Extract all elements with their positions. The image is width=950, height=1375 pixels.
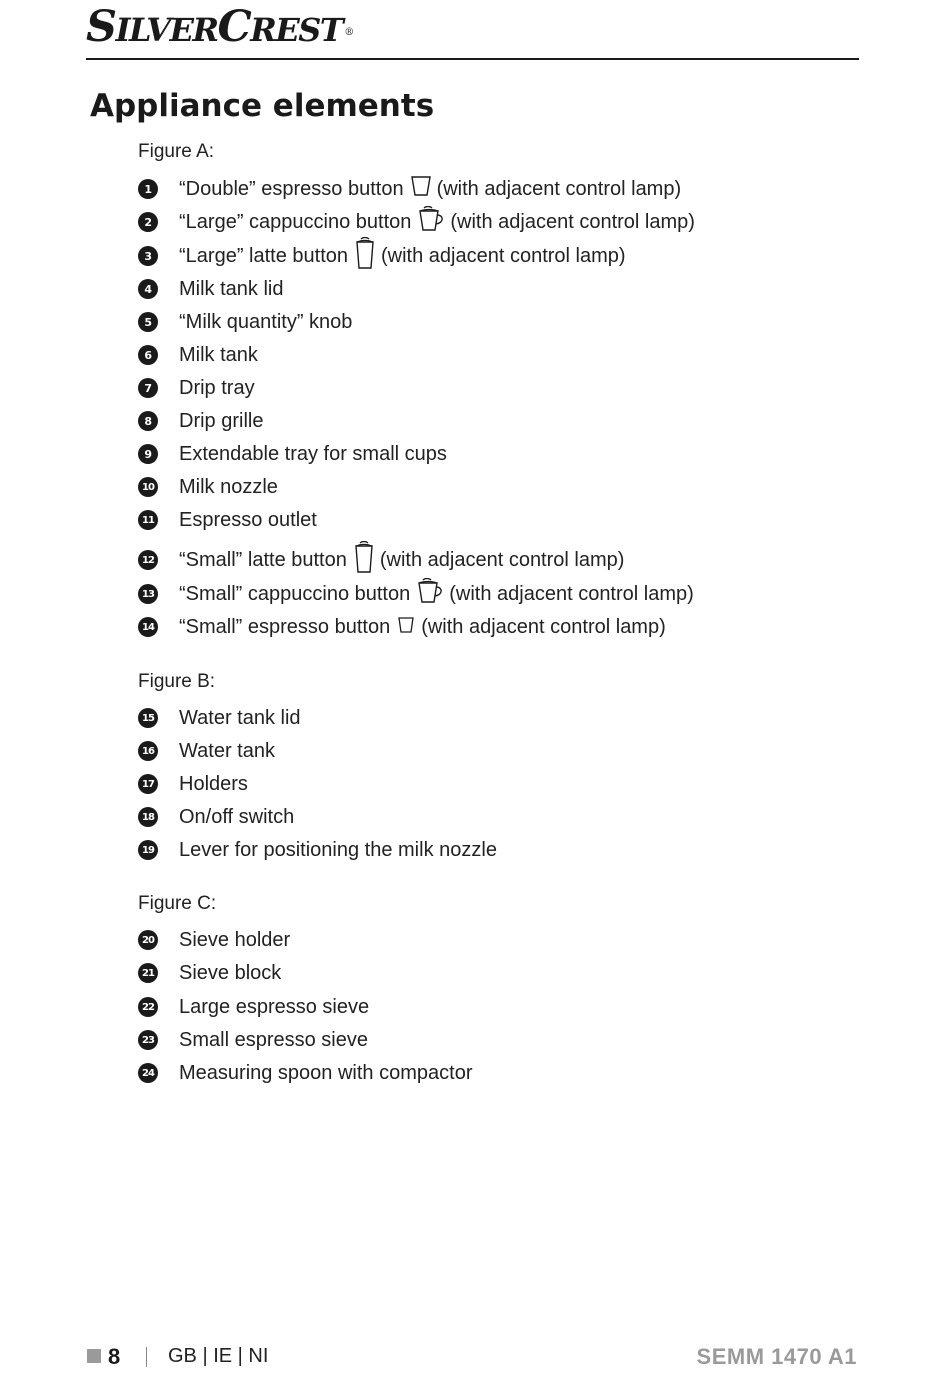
item-text: “Small” latte button <box>179 548 347 571</box>
item-number-badge: 18 <box>138 807 158 827</box>
item-text: “Large” latte button <box>179 244 348 267</box>
item-label <box>179 614 666 640</box>
item-label <box>179 578 694 610</box>
item-number-badge: 11 <box>138 510 158 530</box>
item-text: Milk tank lid <box>179 277 284 300</box>
page-number: 8 <box>108 1344 121 1369</box>
list-item <box>138 1060 472 1086</box>
item-label <box>179 174 681 204</box>
item-note: (with adjacent control lamp) <box>436 177 682 200</box>
cappuccino-cup-icon <box>416 578 444 610</box>
footer-divider <box>146 1347 147 1367</box>
item-label <box>179 1029 368 1052</box>
item-label <box>179 806 294 829</box>
list-item <box>138 408 263 434</box>
item-label <box>179 311 352 334</box>
silvercrest-logo: SILVERCREST ® <box>86 2 353 52</box>
list-item <box>138 738 275 764</box>
item-text: Sieve holder <box>179 928 291 951</box>
list-item <box>138 837 497 863</box>
item-label <box>179 410 263 433</box>
item-text: Measuring spoon with compactor <box>179 1061 473 1084</box>
list-item <box>138 209 695 235</box>
item-label <box>179 509 317 532</box>
list-item <box>138 614 666 640</box>
item-text: “Double” espresso button <box>179 177 404 200</box>
item-label <box>179 278 283 301</box>
item-note: (with adjacent control lamp) <box>379 548 625 571</box>
footer-languages: GB | IE | NI <box>168 1345 269 1367</box>
item-text: Water tank <box>179 739 275 762</box>
item-number-badge: 13 <box>138 584 158 604</box>
item-text: Lever for positioning the milk nozzle <box>179 838 497 861</box>
item-text: Drip tray <box>179 376 255 399</box>
list-item <box>138 243 626 269</box>
item-text: Small espresso sieve <box>179 1028 368 1051</box>
cappuccino-cup-icon <box>417 206 445 238</box>
item-label <box>179 377 255 400</box>
item-text: “Large” cappuccino button <box>179 210 412 233</box>
figure-c-label: Figure C: <box>138 893 217 914</box>
item-number-badge: 12 <box>138 550 158 570</box>
item-text: Milk tank <box>179 343 258 366</box>
item-label <box>179 443 447 466</box>
item-label <box>179 1062 472 1085</box>
list-item <box>138 581 694 607</box>
item-label <box>179 344 258 367</box>
item-label <box>179 996 369 1019</box>
item-label <box>179 236 626 276</box>
list-item <box>138 342 258 368</box>
list-item <box>138 507 317 533</box>
item-number-badge: 21 <box>138 963 158 983</box>
list-item <box>138 375 255 401</box>
list-item <box>138 547 624 573</box>
list-item <box>138 276 283 302</box>
item-number-badge: 19 <box>138 840 158 860</box>
item-number-badge: 17 <box>138 774 158 794</box>
item-text: Large espresso sieve <box>179 995 370 1018</box>
item-label <box>179 929 290 952</box>
item-text: Sieve block <box>179 961 282 984</box>
item-label <box>179 540 624 580</box>
item-number-badge: 23 <box>138 1030 158 1050</box>
item-number-badge: 8 <box>138 411 158 431</box>
item-number-badge: 14 <box>138 617 158 637</box>
item-text: Drip grille <box>179 409 264 432</box>
item-number-badge: 10 <box>138 477 158 497</box>
footer-marker <box>87 1349 101 1363</box>
item-number-badge: 3 <box>138 246 158 266</box>
item-note: (with adjacent control lamp) <box>449 582 694 605</box>
item-number-badge: 16 <box>138 741 158 761</box>
list-item <box>138 771 248 797</box>
item-label <box>179 740 275 763</box>
list-item <box>138 474 278 500</box>
item-label <box>179 839 497 862</box>
list-item <box>138 804 294 830</box>
item-text: Holders <box>179 772 248 795</box>
list-item <box>138 309 352 335</box>
item-number-badge: 24 <box>138 1063 158 1083</box>
latte-glass-icon <box>354 236 376 276</box>
item-number-badge: 15 <box>138 708 158 728</box>
item-text: Water tank lid <box>179 706 301 729</box>
item-label <box>179 707 301 730</box>
item-note: (with adjacent control lamp) <box>421 615 666 638</box>
item-text: On/off switch <box>179 805 295 828</box>
list-item <box>138 441 447 467</box>
item-number-badge: 5 <box>138 312 158 332</box>
item-label <box>179 773 248 796</box>
item-text: Espresso outlet <box>179 508 317 531</box>
item-text: “Milk quantity” knob <box>179 310 353 333</box>
list-item <box>138 927 290 953</box>
item-note: (with adjacent control lamp) <box>450 210 695 233</box>
item-number-badge: 1 <box>138 179 158 199</box>
list-item <box>138 176 681 202</box>
item-number-badge: 7 <box>138 378 158 398</box>
item-label <box>179 962 281 985</box>
double-cup-icon <box>410 174 432 204</box>
item-label <box>179 206 695 238</box>
item-number-badge: 20 <box>138 930 158 950</box>
latte-glass-icon <box>353 540 375 580</box>
item-number-badge: 4 <box>138 279 158 299</box>
header-rule <box>86 58 859 60</box>
figure-a-label: Figure A: <box>138 141 215 162</box>
list-item <box>138 960 281 986</box>
item-text: “Small” espresso button <box>179 615 391 638</box>
item-text: Extendable tray for small cups <box>179 442 447 465</box>
list-item <box>138 705 301 731</box>
item-number-badge: 9 <box>138 444 158 464</box>
list-item <box>138 1027 368 1053</box>
figure-b-label: Figure B: <box>138 671 216 692</box>
list-item <box>138 994 369 1020</box>
item-number-badge: 22 <box>138 997 158 1017</box>
model-number: SEMM 1470 A1 <box>696 1344 857 1369</box>
page-title: Appliance elements <box>90 88 435 124</box>
item-text: “Small” cappuccino button <box>179 582 411 605</box>
item-note: (with adjacent control lamp) <box>381 244 626 267</box>
item-text: Milk nozzle <box>179 475 278 498</box>
item-number-badge: 6 <box>138 345 158 365</box>
item-label <box>179 476 278 499</box>
small-cup-icon <box>396 614 416 640</box>
item-number-badge: 2 <box>138 212 158 232</box>
